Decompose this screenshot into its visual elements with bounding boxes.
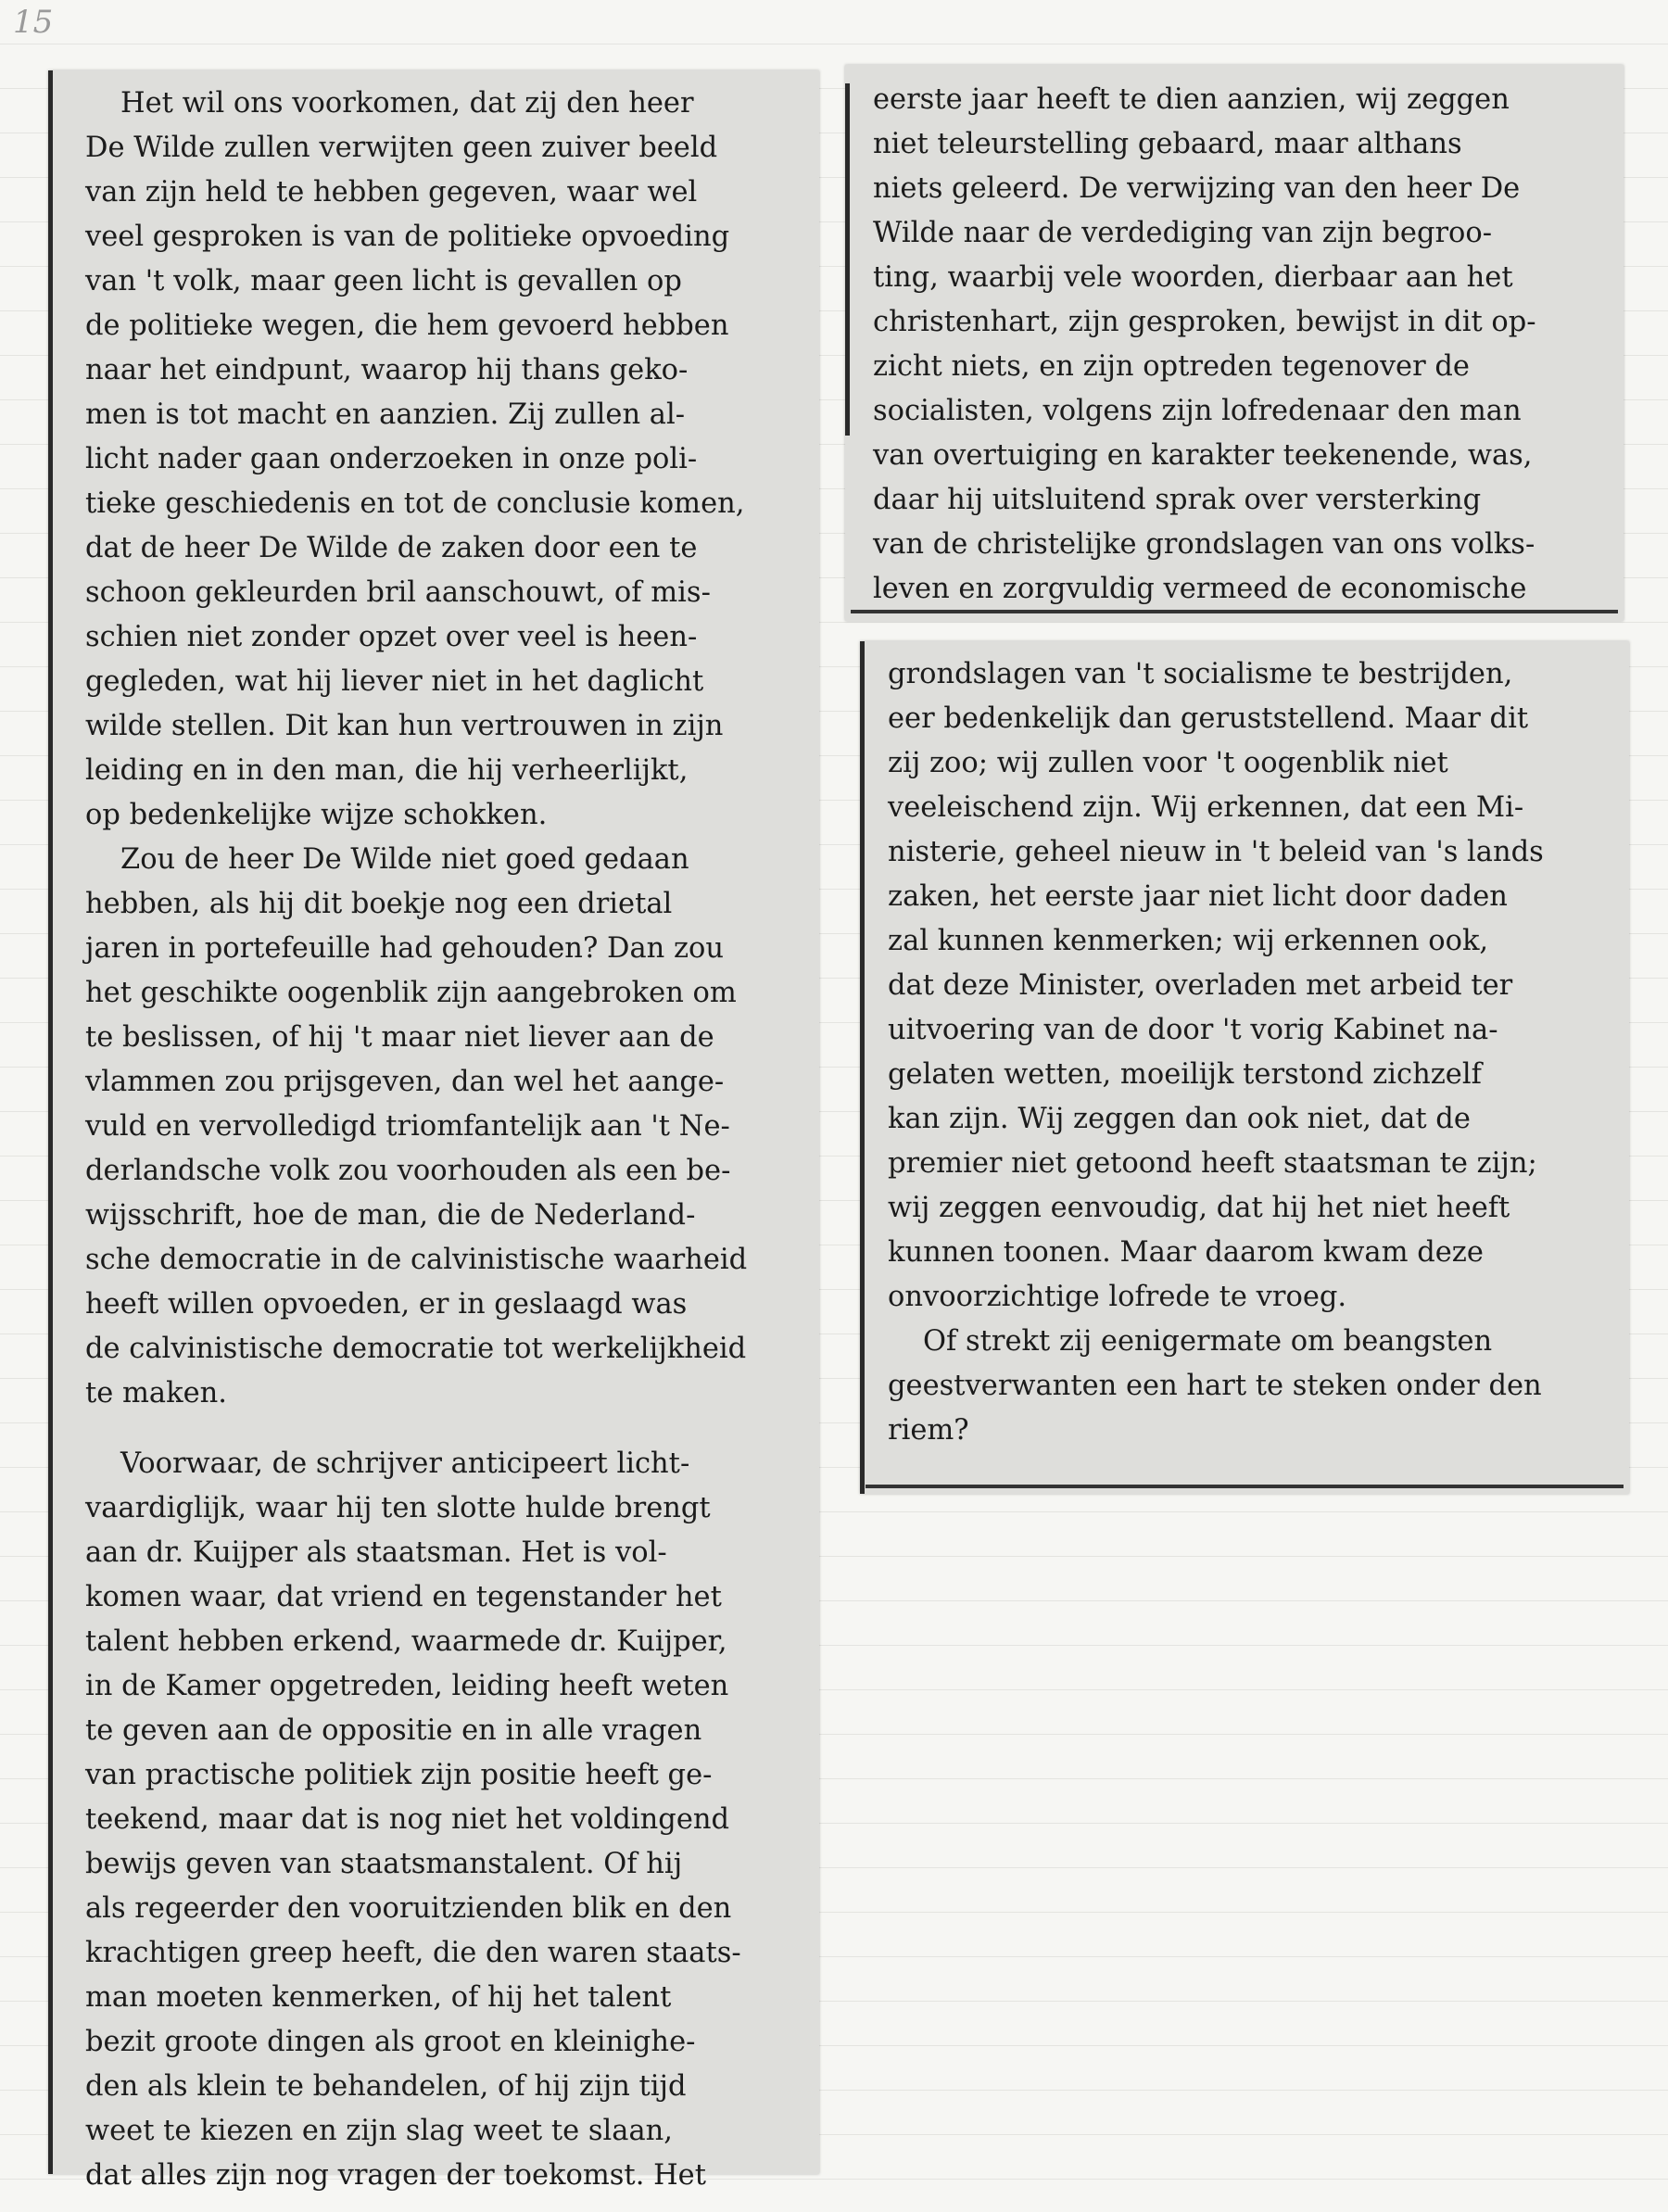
clipping-edge [845, 83, 850, 436]
paragraph-gap [85, 1416, 799, 1442]
newspaper-clipping-right-bottom [860, 641, 1629, 1494]
paragraph: Zou de heer De Wilde niet goed gedaan hebben, als hij dit boekje nog een drietal jaren in portefeuille had gehouden? Dan zou het geschikte oogenblik zijn aangebroken om te beslissen, of hij 't maar niet liever aan de vlammen zou prijsgeven, dan wel het aange- vuld en vervolledigd triomfantelijk aan 't Ne- derlandsche volk zou voorhouden als een be- wijsschrift, hoe de man, die de Nederland- sche democratie in de calvinistische waarheid heeft willen opvoeden, er in geslaagd was de calvinistische democratie tot werkelijkheid te maken. [85, 843, 748, 1409]
clipping-edge [48, 70, 53, 2174]
paragraph: grondslagen van 't socialisme te bestrijden, eer bedenkelijk dan geruststellend. Maar dit zij zoo; wij zullen voor 't oogenblik niet veeleischend zijn. Wij erkennen, dat een Mi- nisterie, geheel nieuw in 't beleid van 's lands zaken, het eerste jaar niet licht door daden zal kunnen kenmerken; wij erkennen ook, dat deze Minister, overladen met arbeid ter uitvoering van de door 't vorig Kabinet na- gelaten wetten, moeilijk terstond zichzelf kan zijn. Wij zeggen dan ook niet, dat de premier niet getoond heeft staatsman te zijn; wij zeggen eenvoudig, dat hij het niet heeft kunnen toonen. Maar daarom kwam deze onvoorzichtige lofrede te vroeg. [888, 658, 1544, 1313]
clipping-edge [860, 641, 865, 1494]
column-rule [851, 610, 1618, 613]
page-number-mark: 15 [13, 4, 54, 41]
column-rule [866, 1485, 1624, 1488]
paragraph: Voorwaar, de schrijver anticipeert licht- vaardiglijk, waar hij ten slotte hulde brengt aan dr. Kuijper als staatsman. Het is vol- komen waar, dat vriend en tegenstander het talent hebben erkend, waarmede dr. Kuijper, in de Kamer opgetreden, leiding heeft weten te geven aan de oppositie en in alle vragen van practische politiek zijn positie heeft ge- teekend, maar dat is nog niet het voldingend bewijs geven van staatsmanstalent. Of hij als regeerder den vooruitzienden blik en den krachtigen greep heeft, die den waren staats- man moeten kenmerken, of hij het talent bezit groote dingen als groot en kleinighe- den als klein te behandelen, of hij zijn tijd weet te kiezen en zijn slag weet te slaan, dat alles zijn nog vragen der toekomst. Het [85, 1447, 741, 2192]
paragraph: Of strekt zij eenigermate om beangsten geestverwanten een hart te steken onder den riem? [888, 1325, 1542, 1447]
newspaper-clipping-left [48, 70, 819, 2192]
paragraph: Het wil ons voorkomen, dat zij den heer De Wilde zullen verwijten geen zuiver beeld van zijn held te hebben gegeven, waar wel veel gesproken is van de politieke opvoeding van 't volk, maar geen licht is gevallen op de politieke wegen, die hem gevoerd hebben naar het eindpunt, waarop hij thans geko- men is tot macht en aanzien. Zij zullen al- licht nader gaan onderzoeken in onze poli- tieke geschiedenis en tot de conclusie komen, dat de heer De Wilde de zaken door een te schoon gekleurden bril aanschouwt, of mis- schien niet zonder opzet over veel is heen- gegleden, wat hij liever niet in het daglicht wilde stellen. Dit kan hun vertrouwen in zijn leiding en in den man, die hij verheerlijkt, op bedenkelijke wijze schokken. [85, 87, 745, 831]
paragraph: eerste jaar heeft te dien aanzien, wij zeggen niet teleurstelling gebaard, maar althans niets geleerd. De verwijzing van den heer De Wilde naar de verdediging van zijn begroo- ting, waarbij vele woorden, dierbaar aan het christenhart, zijn gesproken, bewijst in dit op- zicht niets, en zijn optreden tegenover de socialisten, volgens zijn lofredenaar den man van overtuiging en karakter teekenende, was, daar hij uitsluitend sprak over versterking van de christelijke grondslagen van ons volks- leven en zorgvuldig vermeed de economische [873, 83, 1536, 605]
newspaper-clipping-right-top [845, 65, 1624, 621]
